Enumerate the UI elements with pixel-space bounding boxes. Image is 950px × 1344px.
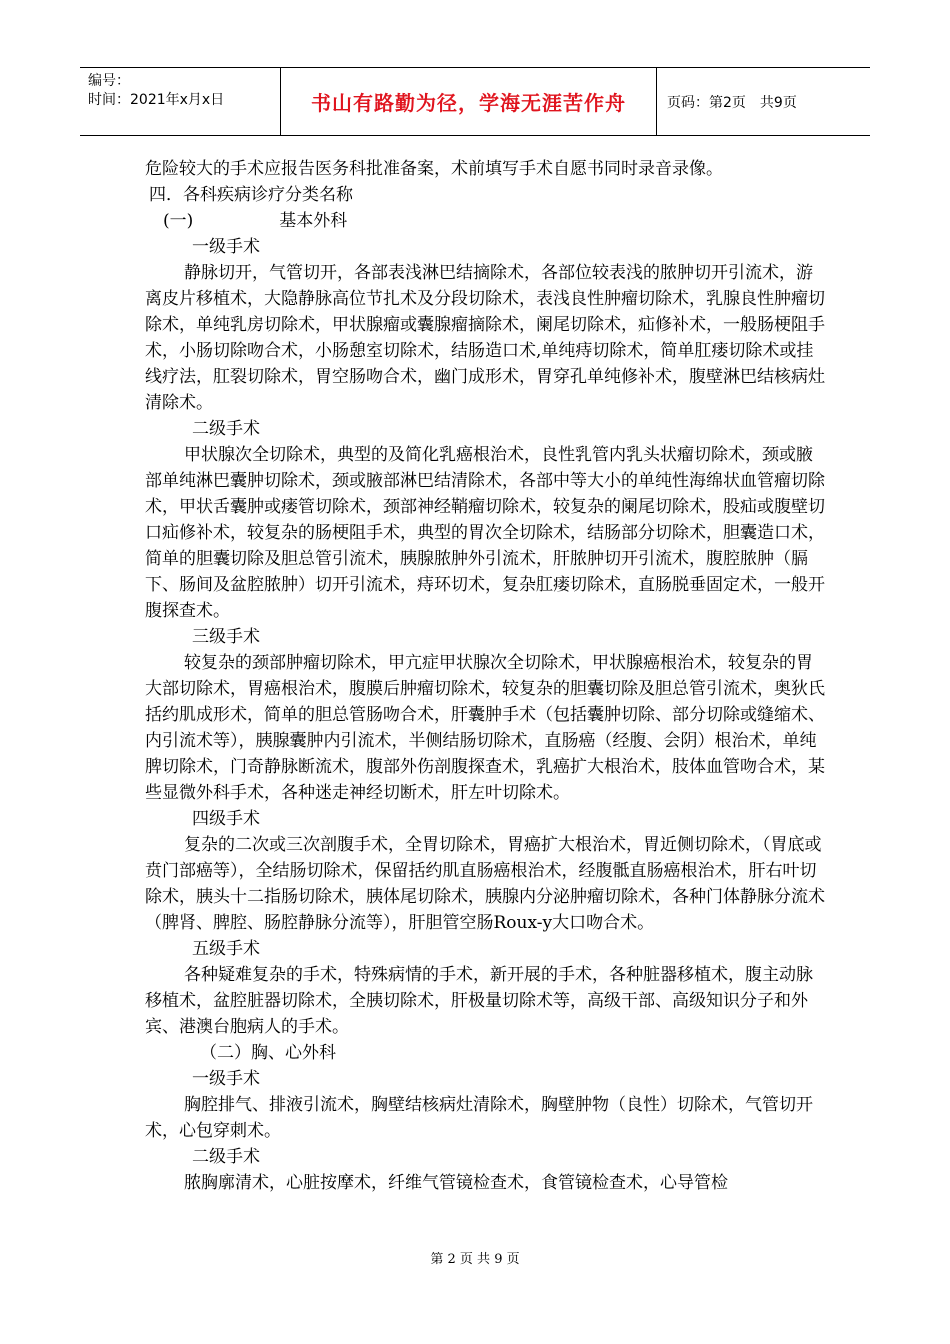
section-heading: 四．各科疾病诊疗分类名称	[149, 185, 353, 205]
subsection-name: 基本外科	[279, 211, 348, 231]
document-body	[145, 156, 825, 1196]
level-heading: 三级手术	[192, 627, 260, 647]
page-footer: 第 2 页 共 9 页	[430, 1252, 520, 1267]
subsection-number: (一)	[163, 211, 194, 231]
paragraph: 脓胸廓清术，心脏按摩术，纤维气管镜检查术，食管镜检查术，心导管检	[184, 1173, 728, 1193]
paragraph: 危险较大的手术应报告医务科批准备案，术前填写手术自愿书同时录音录像。	[145, 159, 723, 179]
level-heading: 二级手术	[192, 1147, 260, 1167]
time-label: 时间：2021年x月x日	[88, 92, 225, 108]
subsection-heading	[145, 208, 825, 234]
header-page-info	[657, 68, 870, 135]
level-heading: 一级手术	[192, 237, 260, 257]
level-heading: 四级手术	[192, 809, 260, 829]
paragraph: 各种疑难复杂的手术，特殊病情的手术，新开展的手术，各种脏器移植术，腹主动脉移植术，盆腔脏器切除术，全胰切除术，肝极量切除术等，高级干部、高级知识分子和外宾、港澳台胞病人的手术。	[145, 965, 813, 1037]
paragraph: 胸腔排气、排液引流术，胸壁结核病灶清除术，胸壁肿物（良性）切除术，气管切开术，心包穿刺术。	[145, 1095, 813, 1141]
level-heading: 一级手术	[192, 1069, 260, 1089]
level-heading: 五级手术	[192, 939, 260, 959]
page-label: 页码：第2页	[667, 94, 746, 111]
paragraph: 静脉切开，气管切开，各部表浅淋巴结摘除术，各部位较表浅的脓肿切开引流术，游离皮片移植术，大隐静脉高位节扎术及分段切除术，表浅良性肿瘤切除术，乳腺良性肿瘤切除术，单纯乳房切除术，甲状腺瘤或囊腺瘤摘除术，阑尾切除术，疝修补术，一般肠梗阻手术，小肠切除吻合术，小肠憩室切除术，结肠造口术,单纯痔切除术，简单肛瘘切除术或挂线疗法，肛裂切除术，胃空肠吻合术，幽门成形术，胃穿孔单纯修补术，腹壁淋巴结核病灶清除术。	[145, 263, 825, 413]
total-label: 共9页	[759, 94, 797, 111]
header-meta	[80, 68, 281, 135]
subsection-heading: （二）胸、心外科	[200, 1043, 336, 1063]
paragraph: 较复杂的颈部肿瘤切除术，甲亢症甲状腺次全切除术，甲状腺癌根治术，较复杂的胃大部切除术，胃癌根治术，腹膜后肿瘤切除术，较复杂的胆囊切除及胆总管引流术，奥狄氏括约肌成形术，简单的胆总管肠吻合术，肝囊肿手术（包括囊肿切除、部分切除或缝缩术、内引流术等），胰腺囊肿内引流术，半侧结肠切除术，直肠癌（经腹、会阴）根治术，单纯脾切除术，门奇静脉断流术，腹部外伤剖腹探查术，乳癌扩大根治术，肢体血管吻合术，某些显微外科手术，各种迷走神经切断术，肝左叶切除术。	[145, 653, 825, 803]
level-heading: 二级手术	[192, 419, 260, 439]
header-motto: 书山有路勤为径，学海无涯苦作舟	[281, 68, 657, 135]
page-header	[80, 67, 870, 136]
number-label: 编号：	[88, 73, 130, 89]
paragraph: 复杂的二次或三次剖腹手术，全胃切除术，胃癌扩大根治术，胃近侧切除术，（胃底或贲门部癌等），全结肠切除术，保留括约肌直肠癌根治术，经腹骶直肠癌根治术，肝右叶切除术，胰头十二指肠切除术，胰体尾切除术，胰腺内分泌肿瘤切除术，各种门体静脉分流术（脾肾、脾腔、肠腔静脉分流等），肝胆管空肠Roux-y大口吻合术。	[145, 835, 825, 933]
paragraph: 甲状腺次全切除术，典型的及简化乳癌根治术，良性乳管内乳头状瘤切除术，颈或腋部单纯淋巴囊肿切除术，颈或腋部淋巴结清除术，各部中等大小的单纯性海绵状血管瘤切除术，甲状舌囊肿或瘘管切除术，颈部神经鞘瘤切除术，较复杂的阑尾切除术，股疝或腹壁切口疝修补术，较复杂的肠梗阻手术，典型的胃次全切除术，结肠部分切除术，胆囊造口术，简单的胆囊切除及胆总管引流术，胰腺脓肿外引流术，肝脓肿切开引流术，腹腔脓肿（膈下、肠间及盆腔脓肿）切开引流术，痔环切术，复杂肛瘘切除术，直肠脱垂固定术，一般开腹探查术。	[145, 445, 825, 621]
